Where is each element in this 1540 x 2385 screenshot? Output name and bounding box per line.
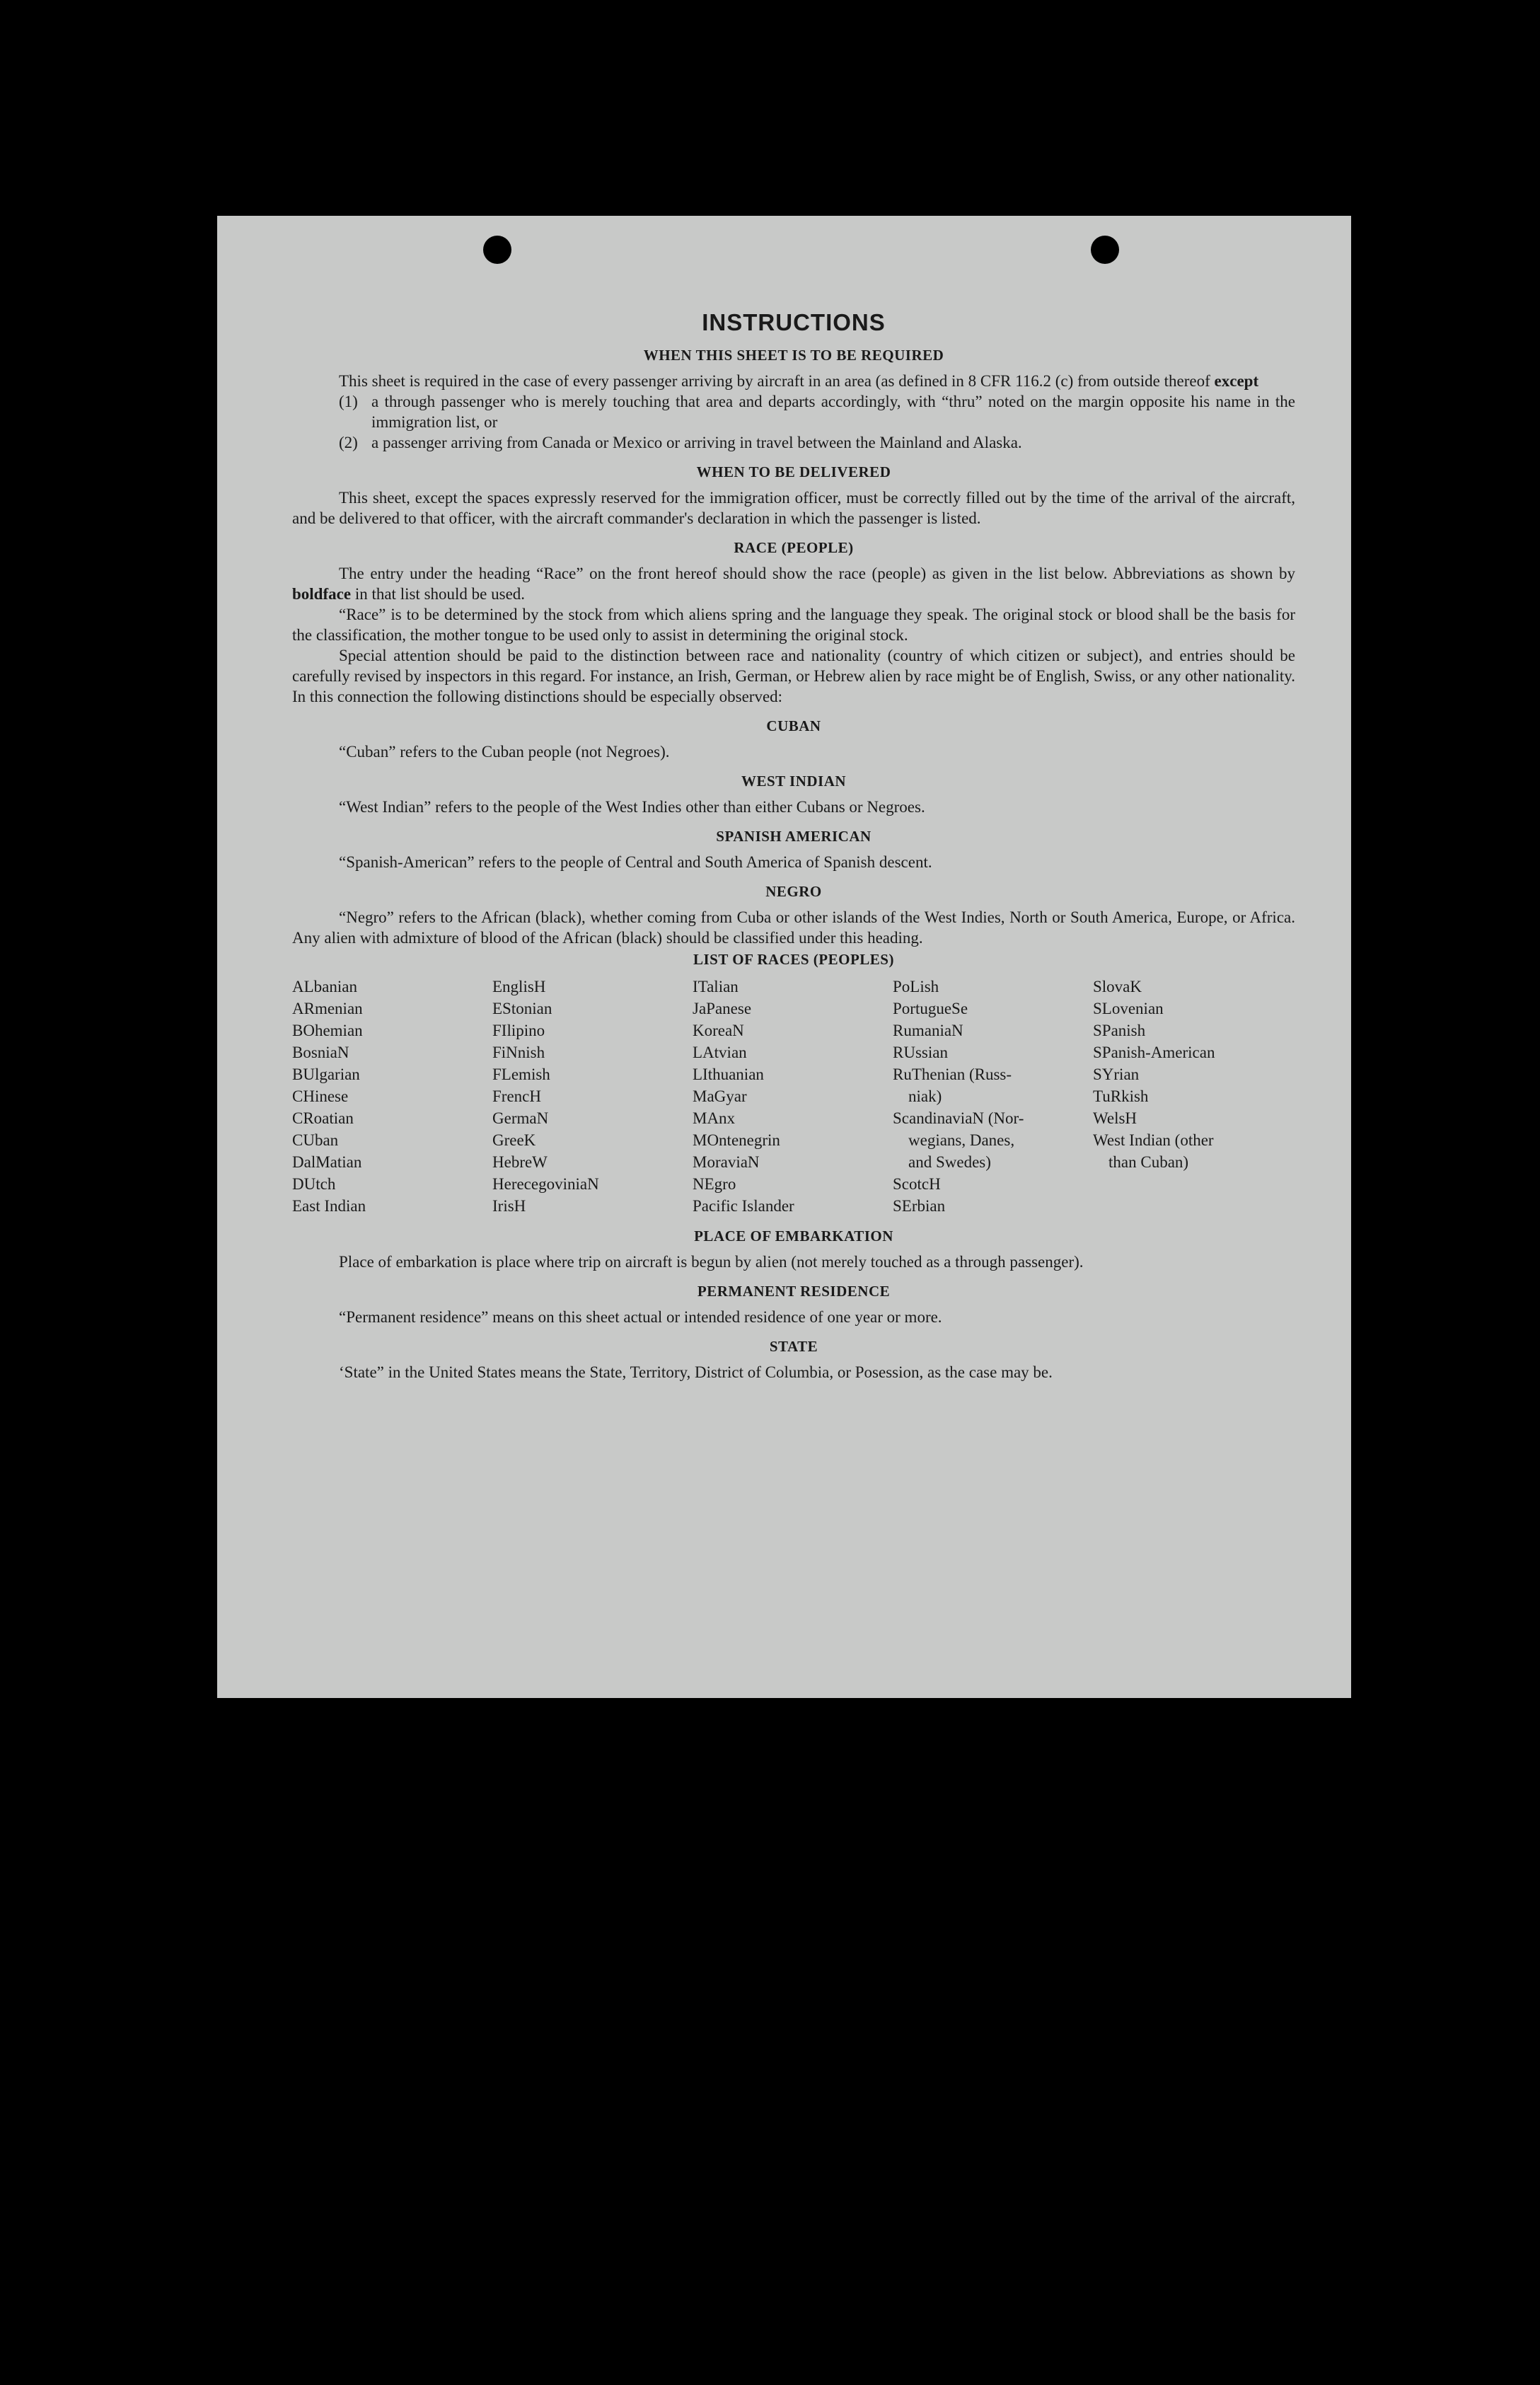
race-entry: FiNnish <box>492 1044 545 1061</box>
race-entry: PoLish <box>893 978 939 995</box>
race-entry: than Cuban) <box>1108 1153 1189 1171</box>
cuban-paragraph: “Cuban” refers to the Cuban people (not Negroes). <box>339 743 670 761</box>
race-entry: East Indian <box>292 1197 366 1215</box>
race-paragraph-2: “Race” is to be determined by the stock from which aliens spring and the language they speak. The original stock or blood shall be the basis for the classification, the mother tongue to be used only to assist in determining the original stock. <box>292 606 1295 644</box>
race-entry: HerecegoviniaN <box>492 1175 599 1193</box>
list-item-number: (1) <box>339 393 358 410</box>
race-entry: DalMatian <box>292 1153 362 1171</box>
embarkation-paragraph: Place of embarkation is place where trip on aircraft is begun by alien (not merely touched as a through passenger). <box>339 1253 1084 1271</box>
race-entry: CHinese <box>292 1087 349 1105</box>
race-entry: KoreaN <box>693 1022 744 1039</box>
race-entry: wegians, Danes, <box>908 1131 1015 1149</box>
punch-hole-right <box>1091 236 1119 264</box>
negro-paragraph: “Negro” refers to the African (black), whether coming from Cuba or other islands of the West Indies, North or South America, Europe, or Africa. Any alien with admixture of blood of the African (black) should be classified under this heading. <box>292 908 1295 947</box>
race-entry: HebreW <box>492 1153 548 1171</box>
race-entry: FIlipino <box>492 1022 545 1039</box>
list-item-text: a through passenger who is merely touching that area and departs accordingly, with “thru” noted on the margin opposite his name in the immigration list, or <box>371 393 1295 431</box>
heading-when-delivered: WHEN TO BE DELIVERED <box>696 463 891 480</box>
race-entry: FrencH <box>492 1087 541 1105</box>
race-entry: SErbian <box>893 1197 946 1215</box>
races-column <box>292 976 492 1217</box>
race-entry: LAtvian <box>693 1044 747 1061</box>
delivered-paragraph: This sheet, except the spaces expressly reserved for the immigration officer, must be correctly filled out by the time of the arrival of the aircraft, and be delivered to that officer, with the aircraft commander's declaration in which the passenger is listed. <box>292 489 1295 527</box>
race-entry: ScotcH <box>893 1175 941 1193</box>
race-entry: BUlgarian <box>292 1066 360 1083</box>
race-paragraph-3: Special attention should be paid to the distinction between race and nationality (country of which citizen or subject), and entries should be carefully revised by inspectors in this regard. For instance, an Irish, German, or Hebrew alien by race might be of English, Swiss, or any other nationality. In this connection the following distinctions should be especially observed: <box>292 647 1295 705</box>
race-entry: niak) <box>908 1087 942 1105</box>
race-entry: RUssian <box>893 1044 948 1061</box>
heading-state: STATE <box>769 1338 818 1355</box>
heading-list-of-races: LIST OF RACES (PEOPLES) <box>693 951 894 968</box>
race-entry: SPanish <box>1093 1022 1146 1039</box>
race-entry: GreeK <box>492 1131 536 1149</box>
race-entry: MaGyar <box>693 1087 747 1105</box>
race-entry: DUtch <box>292 1175 336 1193</box>
heading-spanish-american: SPANISH AMERICAN <box>716 828 872 845</box>
race-entry: SYrian <box>1093 1066 1140 1083</box>
required-except: except <box>1214 372 1259 390</box>
race-entry: SlovaK <box>1093 978 1142 995</box>
list-item-number: (2) <box>339 434 358 451</box>
race-entry: RuThenian (Russ- <box>893 1066 1012 1083</box>
race-entry: GermaN <box>492 1109 549 1127</box>
race-entry: MoraviaN <box>693 1153 760 1171</box>
heading-when-required: WHEN THIS SHEET IS TO BE REQUIRED <box>643 347 944 364</box>
race-entry: PortugueSe <box>893 1000 968 1017</box>
required-paragraph <box>292 371 1295 391</box>
race-entry: TuRkish <box>1093 1087 1149 1105</box>
race-entry: IrisH <box>492 1197 526 1215</box>
race-entry: BosniaN <box>292 1044 349 1061</box>
race-entry: Pacific Islander <box>693 1197 794 1215</box>
race-entry: FLemish <box>492 1066 550 1083</box>
race-entry: ALbanian <box>292 978 357 995</box>
race-entry: LIthuanian <box>693 1066 764 1083</box>
heading-cuban: CUBAN <box>766 717 821 734</box>
list-item <box>339 391 1295 432</box>
races-list <box>292 976 1295 1217</box>
page-title: INSTRUCTIONS <box>702 309 886 335</box>
races-column <box>893 976 1093 1217</box>
heading-permanent-residence: PERMANENT RESIDENCE <box>697 1283 891 1300</box>
race-text-bold: boldface <box>292 585 352 603</box>
race-entry: ARmenian <box>292 1000 363 1017</box>
race-entry: CUban <box>292 1131 339 1149</box>
residence-paragraph: “Permanent residence” means on this sheet actual or intended residence of one year or more. <box>339 1308 942 1326</box>
race-text-pre: The entry under the heading “Race” on the front hereof should show the race (people) as given in the list below. Abbreviations as shown by <box>339 565 1295 582</box>
race-entry: BOhemian <box>292 1022 363 1039</box>
race-entry: SLovenian <box>1093 1000 1164 1017</box>
race-entry: SPanish-American <box>1093 1044 1215 1061</box>
race-entry: ScandinaviaN (Nor- <box>893 1109 1024 1127</box>
heading-west-indian: WEST INDIAN <box>741 773 847 790</box>
heading-place-of-embarkation: PLACE OF EMBARKATION <box>694 1228 893 1245</box>
races-column <box>693 976 893 1217</box>
west-indian-paragraph: “West Indian” refers to the people of the West Indies other than either Cubans or Negroes. <box>339 798 925 816</box>
race-entry: MOntenegrin <box>693 1131 780 1149</box>
race-entry: ITalian <box>693 978 739 995</box>
race-entry: EStonian <box>492 1000 552 1017</box>
punch-hole-left <box>483 236 511 264</box>
race-entry: West Indian (other <box>1093 1131 1214 1149</box>
race-entry: WelsH <box>1093 1109 1137 1127</box>
race-entry: CRoatian <box>292 1109 354 1127</box>
race-entry: JaPanese <box>693 1000 752 1017</box>
list-item <box>339 432 1295 453</box>
race-text-post: in that list should be used. <box>351 585 526 603</box>
document-page <box>217 216 1351 1698</box>
race-entry: NEgro <box>693 1175 736 1193</box>
race-entry: RumaniaN <box>893 1022 963 1039</box>
race-entry: EnglisH <box>492 978 546 995</box>
heading-negro: NEGRO <box>765 883 822 900</box>
heading-race: RACE (PEOPLE) <box>734 539 854 556</box>
required-text: This sheet is required in the case of every passenger arriving by aircraft in an area (as defined in 8 CFR 116.2 (c) from outside thereof <box>339 372 1215 390</box>
race-entry: and Swedes) <box>908 1153 991 1171</box>
spanish-american-paragraph: “Spanish-American” refers to the people of Central and South America of Spanish descent. <box>339 853 932 871</box>
list-item-text: a passenger arriving from Canada or Mexico or arriving in travel between the Mainland and Alaska. <box>371 434 1022 451</box>
page-content <box>292 309 1295 1382</box>
races-column <box>492 976 693 1217</box>
race-paragraph-1 <box>292 563 1295 604</box>
state-paragraph: ‘State” in the United States means the State, Territory, District of Columbia, or Posession, as the case may be. <box>339 1363 1053 1381</box>
races-column <box>1093 976 1293 1217</box>
race-entry: MAnx <box>693 1109 736 1127</box>
